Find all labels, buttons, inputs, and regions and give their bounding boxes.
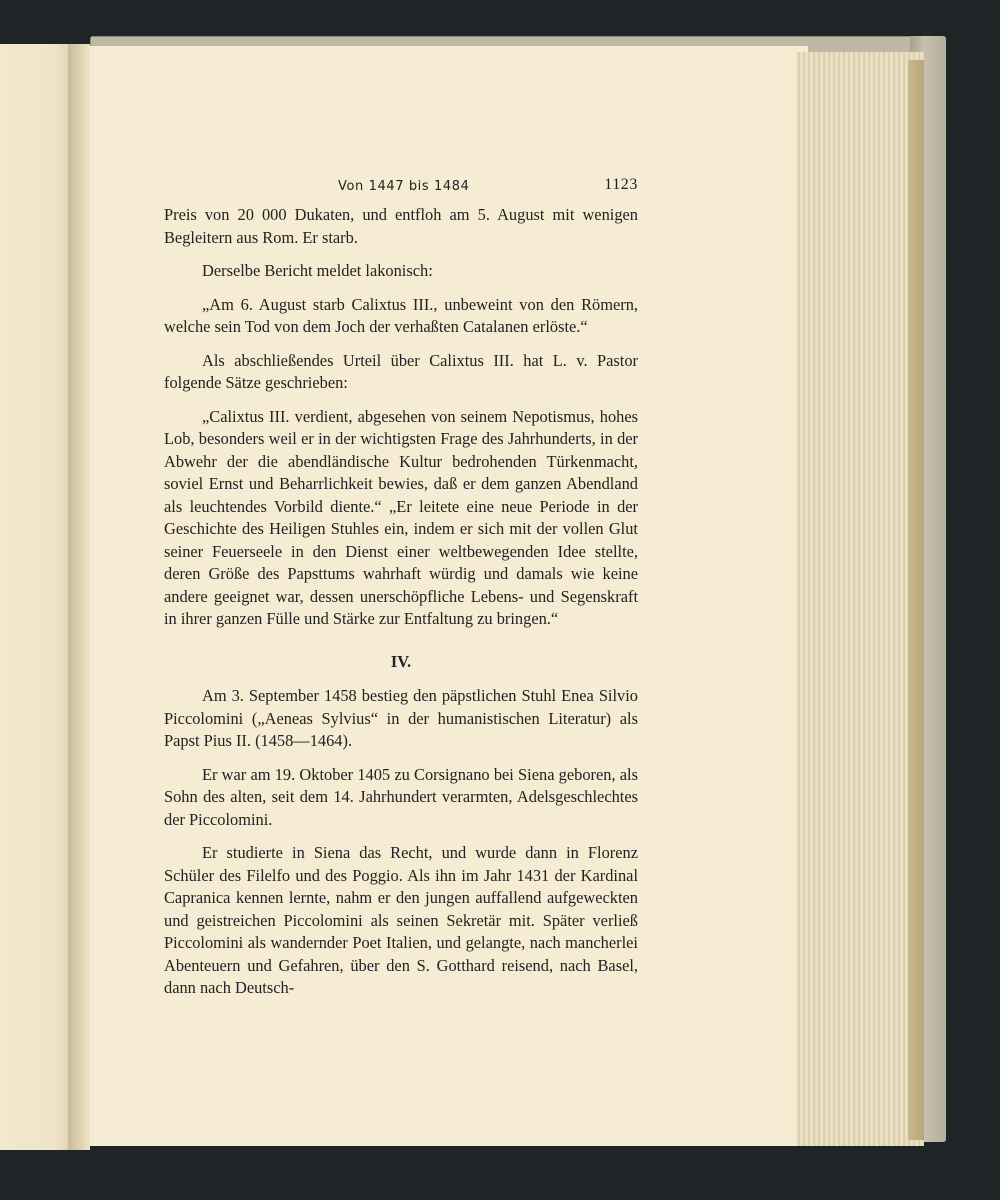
paragraph: Er war am 19. Oktober 1405 zu Corsignano bei Siena geboren, als Sohn des alten, seit dem 14. Jahrhundert verarmten, Adelsgeschlechtes der Piccolomini.: [164, 764, 638, 829]
paragraph: Als abschließendes Urteil über Calixtus III. hat L. v. Pastor folgende Sätze geschrieben:: [164, 350, 638, 392]
left-page: [0, 44, 78, 1150]
page-stack-shadow: [908, 60, 924, 1140]
quote-paragraph: „Am 6. August starb Calixtus III., unbeweint von den Römern, welche sein Tod von dem Joch der verhaßten Catalanen erlöste.“: [164, 294, 638, 336]
paragraph: Preis von 20 000 Dukaten, und entfloh am 5. August mit wenigen Begleitern aus Rom. Er starb.: [164, 205, 638, 247]
paragraph: Derselbe Bericht meldet lakonisch:: [202, 261, 433, 280]
page-text: [164, 170, 638, 1011]
page-stack-edge: [796, 52, 924, 1146]
paragraph: Am 3. September 1458 bestieg den päpstlichen Stuhl Enea Silvio Piccolomini („Aeneas Sylvius“ in der humanistischen Literatur) als Papst Pius II. (1458—1464).: [164, 686, 638, 750]
running-title: Von 1447 bis 1484: [338, 179, 470, 194]
book-gutter: [68, 44, 90, 1150]
page-number: 1123: [604, 176, 638, 193]
running-head: [164, 170, 638, 196]
section-heading: IV.: [390, 651, 412, 671]
paragraph: Er studierte in Siena das Recht, und wurde dann in Florenz Schüler des Filelfo und des Poggio. Als ihn im Jahr 1431 der Kardinal Capranica kennen lernte, nahm er den jungen auffallend aufgeweckten und geistreichen Piccolomini als seinen Sekretär mit. Später verließ Piccolomini als wandernder Poet Italien, und gelangte, nach mancherlei Abenteuern und Gefahren, über den S. Gotthard reisend, nach Basel, dann nach Deutsch-: [164, 843, 638, 997]
quote-paragraph: „Calixtus III. verdient, abgesehen von seinem Nepotismus, hohes Lob, besonders weil er in der wichtigsten Frage des Jahrhunderts, in der Abwehr der die abendländische Kultur bedrohenden Türkenmacht, soviel Ernst und Beharrlichkeit bewies, daß er dem ganzen Abendland als leuchtendes Vorbild diente.“ „Er leitete eine neue Periode in der Geschichte des Heiligen Stuhles ein, indem er sich mit der vollen Glut seiner Feuerseele in den Dienst einer weltbewegenden Idee stellte, deren Größe des Papsttums wahrhaft würdig und damals wie keine andere geeignet war, dessen unerschöpfliche Lebens- und Segenskraft in ihrer ganzen Fülle und Stärke zur Entfaltung zu bringen.“: [164, 406, 638, 628]
